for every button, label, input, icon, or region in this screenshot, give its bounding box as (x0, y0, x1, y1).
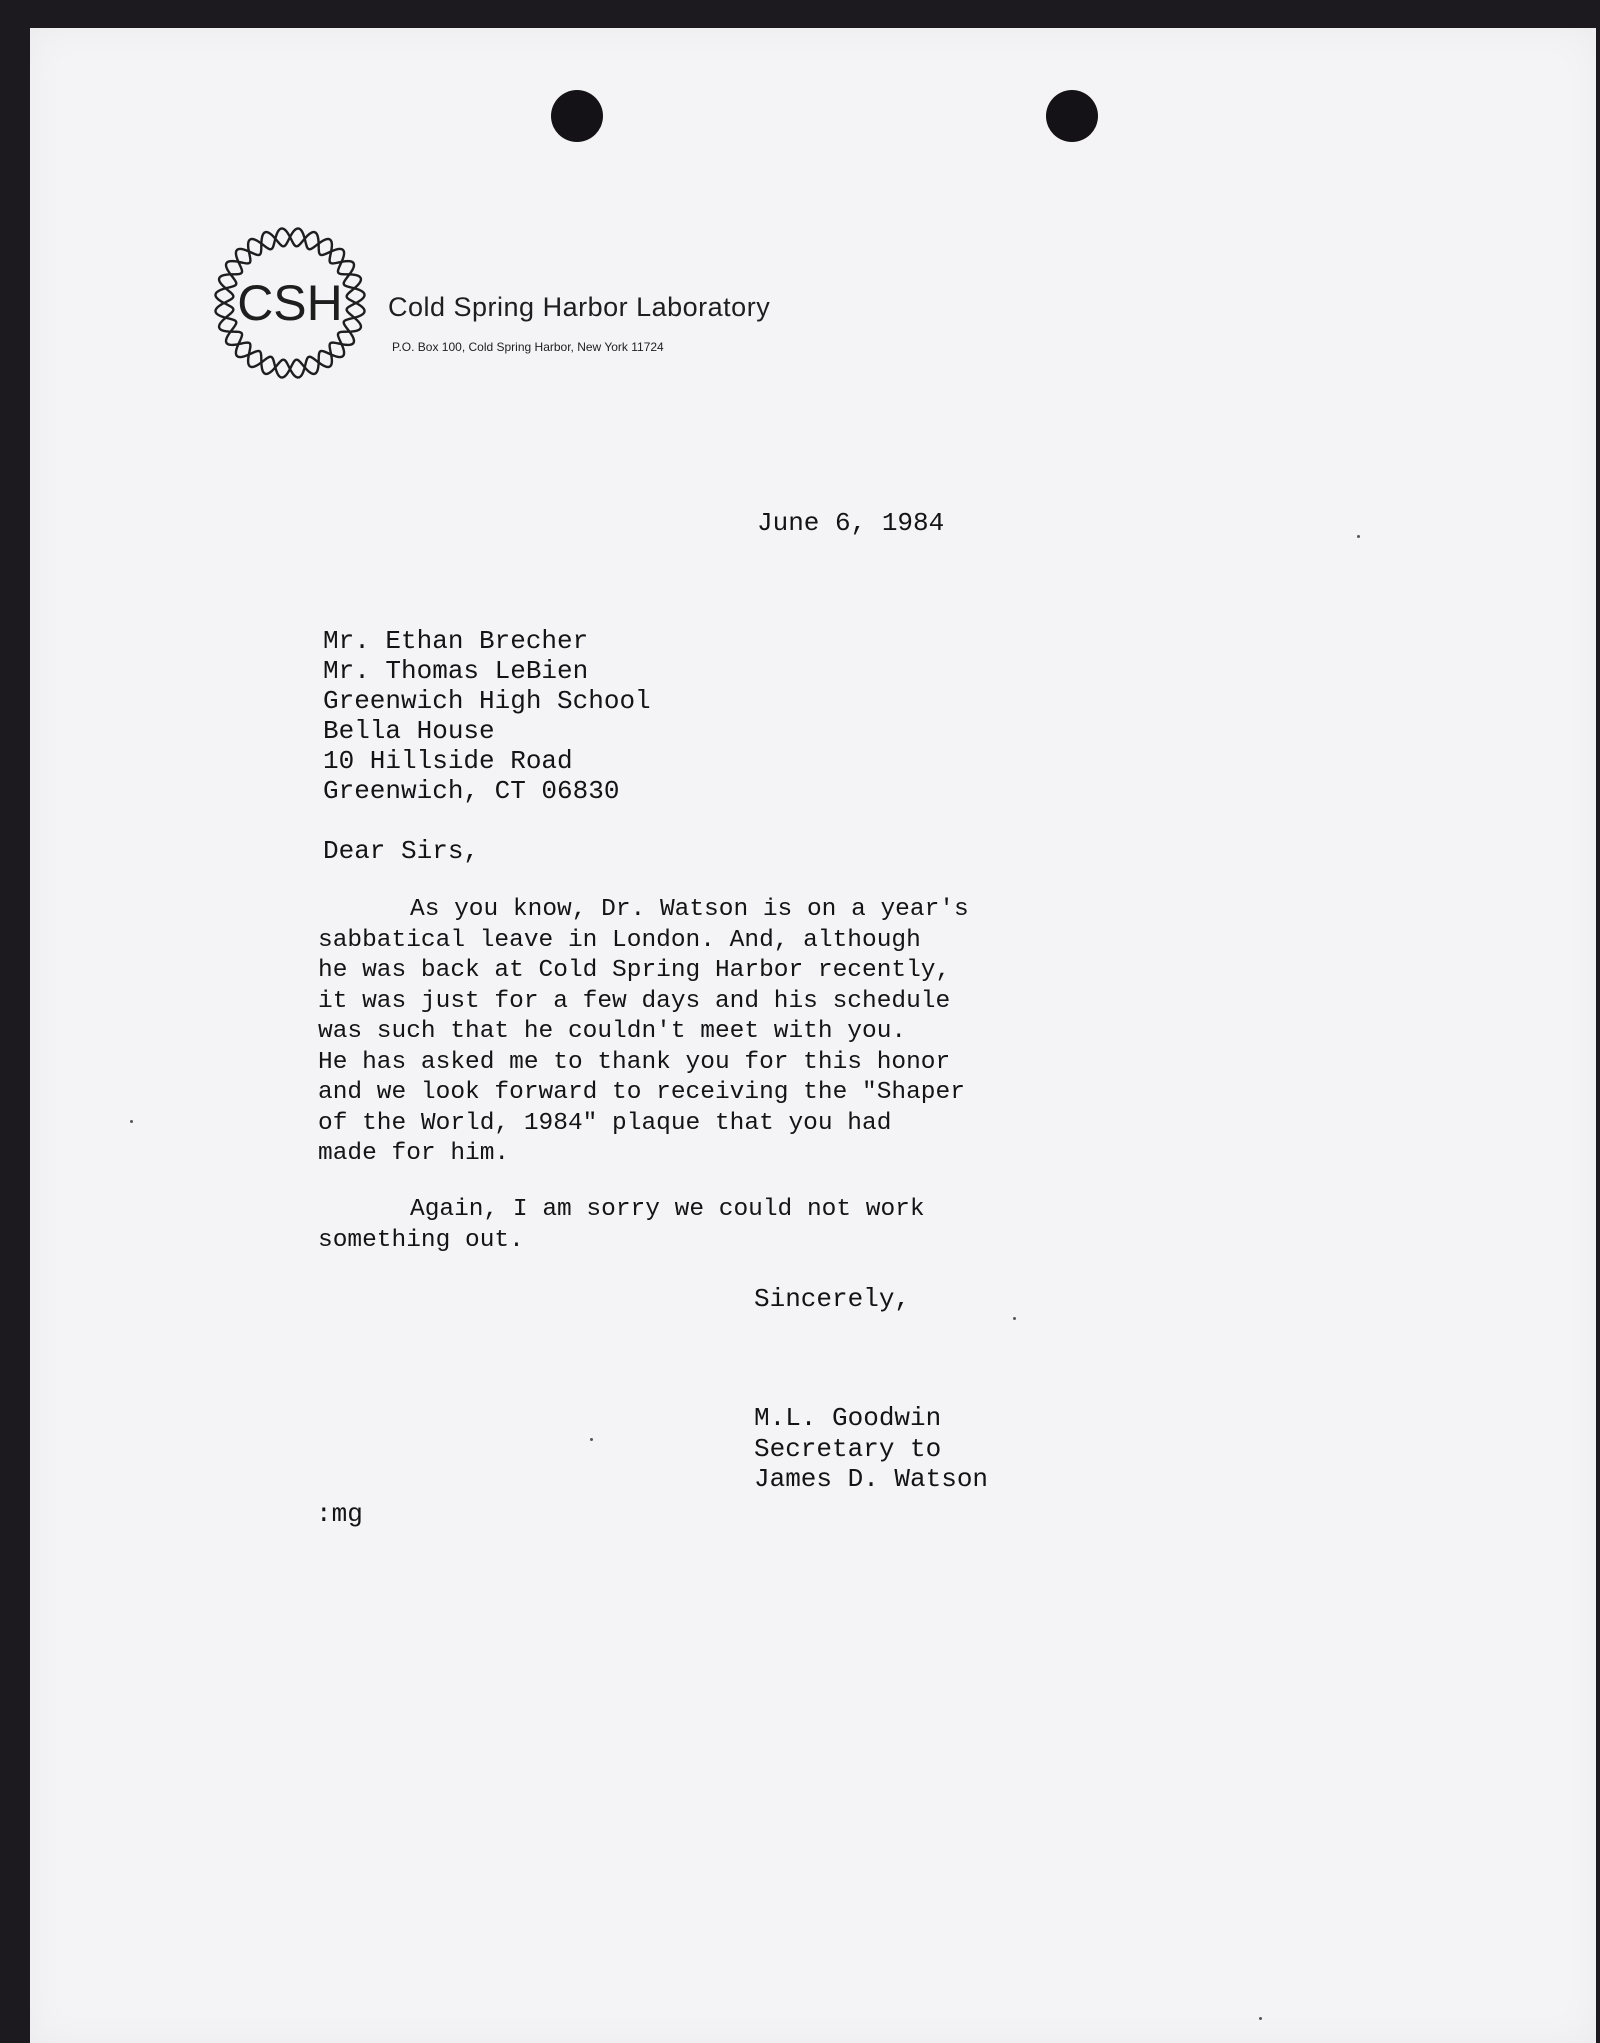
address-line: Greenwich, CT 06830 (323, 776, 620, 806)
letter-date: June 6, 1984 (757, 508, 945, 538)
punch-hole-left (551, 90, 603, 142)
paragraph-line: sabbatical leave in London. And, although (318, 926, 921, 954)
body-paragraph-2 (318, 1195, 925, 1256)
paragraph-line: Again, I am sorry we could not work (410, 1196, 925, 1223)
organization-name: Cold Spring Harbor Laboratory (388, 292, 771, 322)
paragraph-line: something out. (318, 1226, 524, 1254)
signature-title: Secretary to (754, 1433, 942, 1464)
paper-speck (130, 1120, 133, 1123)
paragraph-line: he was back at Cold Spring Harbor recently, (318, 957, 951, 984)
signature-employer: James D. Watson (754, 1464, 989, 1494)
paragraph-line: it was just for a few days and his schedule (318, 987, 951, 1015)
address-line: Mr. Thomas LeBien (323, 656, 589, 686)
address-line: 10 Hillside Road (323, 746, 573, 776)
paragraph-line: and we look forward to receiving the "Shaper (318, 1079, 965, 1106)
paper-speck (1259, 2017, 1262, 2020)
paper-speck (1013, 1317, 1016, 1320)
signature-block (754, 1403, 988, 1495)
signature-name: M.L. Goodwin (754, 1403, 942, 1433)
paragraph-line: was such that he couldn't meet with you. (318, 1018, 907, 1045)
closing: Sincerely, (754, 1284, 911, 1314)
paper-speck (1357, 535, 1360, 538)
csh-logo (210, 223, 370, 383)
recipient-address (323, 626, 651, 806)
address-line: Greenwich High School (323, 686, 651, 716)
paragraph-line: made for him. (318, 1140, 510, 1167)
paper-speck (590, 1438, 593, 1441)
address-line: Bella House (323, 716, 495, 746)
paragraph-line: As you know, Dr. Watson is on a year's (410, 896, 969, 923)
body-paragraph-1 (318, 895, 969, 1170)
organization-address: P.O. Box 100, Cold Spring Harbor, New York 11724 (392, 340, 664, 354)
salutation: Dear Sirs, (323, 836, 480, 866)
paragraph-line: of the World, 1984" plaque that you had (318, 1109, 892, 1137)
paragraph-line: He has asked me to thank you for this honor (318, 1048, 951, 1076)
reference-initials: :mg (316, 1499, 363, 1529)
logo-text: CSH (237, 275, 343, 331)
punch-hole-right (1046, 90, 1098, 142)
address-line: Mr. Ethan Brecher (323, 626, 589, 656)
